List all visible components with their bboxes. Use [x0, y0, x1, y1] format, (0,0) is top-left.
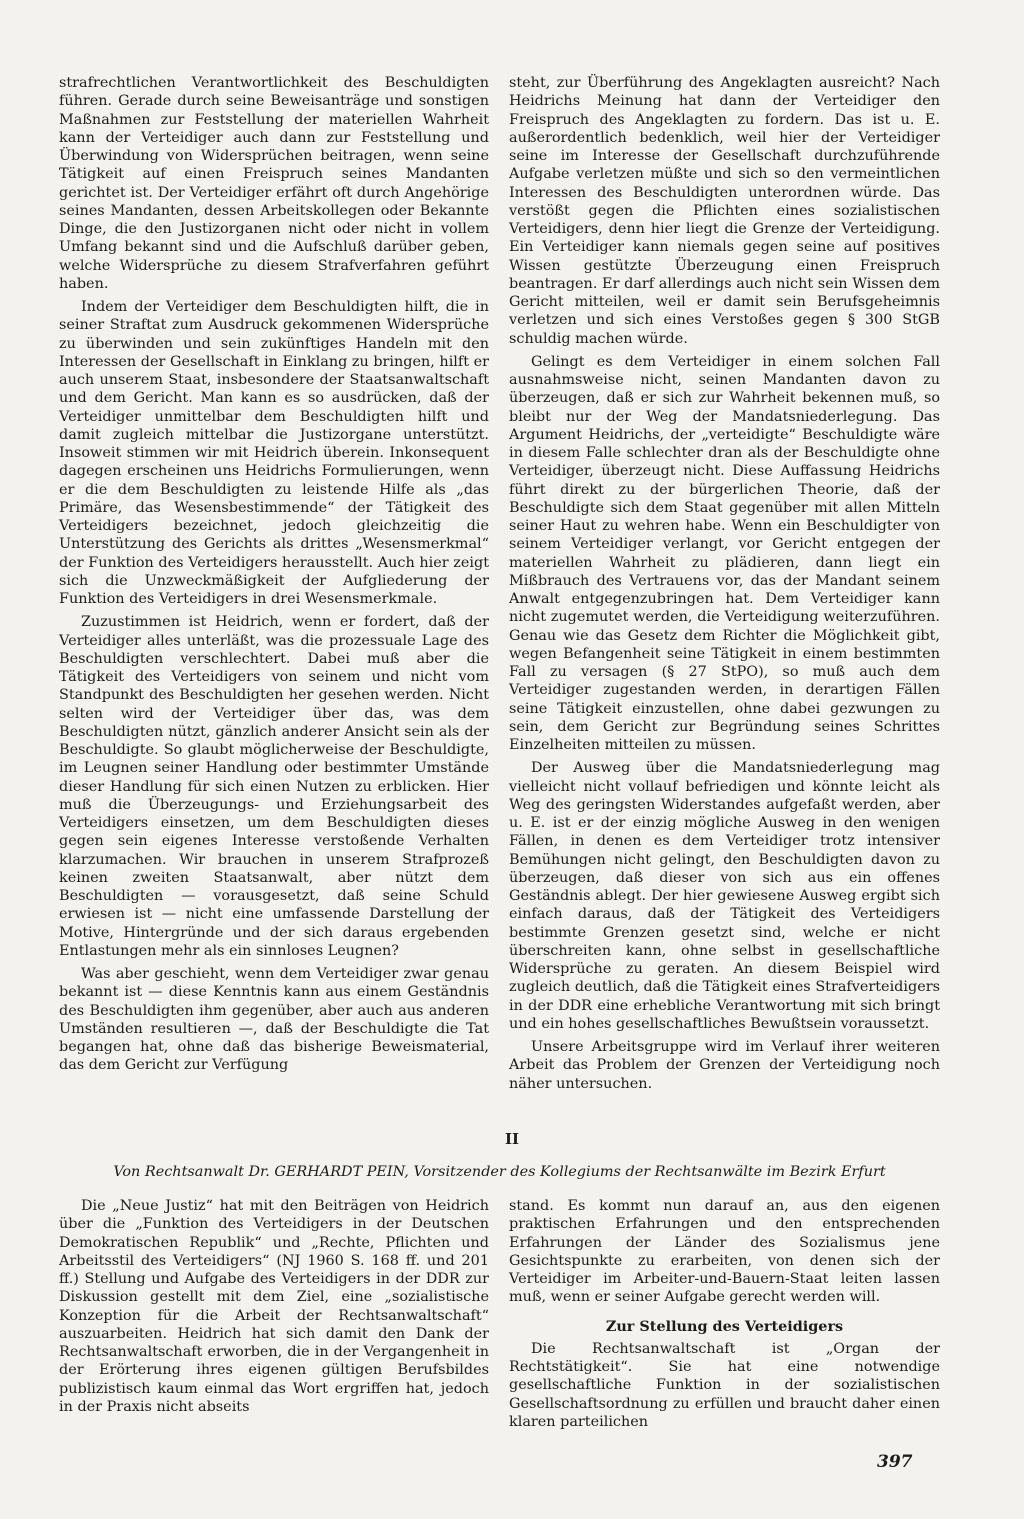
paragraph: Gelingt es dem Verteidiger in einem solchen Fall ausnahmsweise nicht, seinen Mandanten davon zu überzeugen, daß er sich zur Wahrheit bekennen muß, so bleibt nur der Weg der Mandatsniederlegung. Das Argument Heidrichs, der „verteidigte“ Beschuldigte wäre in diesem Falle schlechter dran als der Beschuldigte ohne Verteidiger, überzeugt nicht. Diese Auffassung Heidrichs führt direkt zu der bürgerlichen Theorie, daß der Beschuldigte sich dem Staat gegenüber mit allen Mitteln seiner Haut zu wehren habe. Wenn ein Beschuldigter von seinem Verteidiger verlangt, vor Gericht entgegen der materiellen Wahrheit zu plädieren, dann liegt ein Mißbrauch des Vertrauens vor, das der Mandant seinem Anwalt entgegenzubringen hat. Dem Verteidiger kann nicht zugemutet werden, die Verteidigung weiterzuführen. Genau wie das Gesetz dem Richter die Möglichkeit gibt, wegen Befangenheit seine Tätigkeit in einem bestimmten Fall zu versagen (§ 27 StPO), so muß auch dem Verteidiger zugestanden werden, in derartigen Fällen seine Tätigkeit einzustellen, ohne dabei gezwungen zu sein, dem Gericht zur Begründung seines Schrittes Einzelheiten mitteilen zu müssen. [509, 353, 940, 753]
paragraph: strafrechtlichen Verantwortlichkeit des Beschuldigten führen. Gerade durch seine Beweisanträge und sonstigen Maßnahmen zur Feststellung der materiellen Wahrheit kann der Verteidiger auch dann zur Feststellung und Überwindung von Widersprüchen beitragen, wenn seine Tätigkeit auf einen Freispruch seines Mandanten gerichtet ist. Der Verteidiger erfährt oft durch Angehörige seines Mandanten, dessen Arbeitskollegen oder Bekannte Dinge, die den Justizorganen nicht oder nicht in vollem Umfang bekannt sind und die Aufschluß darüber geben, welche Widersprüche zu diesem Strafverfahren geführt haben. [59, 75, 489, 292]
paragraph: Indem der Verteidiger dem Beschuldigten hilft, die in seiner Straftat zum Ausdruck gekommenen Widersprüche zu überwinden und sein zukünftiges Handeln mit den Interessen der Gesellschaft in Einklang zu bringen, hilft er auch unserem Staat, insbesondere der Staatsanwaltschaft und dem Gericht. Man kann es so ausdrücken, daß der Verteidiger unmittelbar dem Beschuldigten hilft und damit zugleich mittelbar die Justizorgane unterstützt. Insoweit stimmen wir mit Heidrich überein. Inkonsequent dagegen erscheinen uns Heidrichs Formulierungen, wenn er die dem Beschuldigten zu leistende Hilfe als „das Primäre, das Wesensbestimmende“ der Tätigkeit des Verteidigers bezeichnet, jedoch gleichzeitig die Unterstützung des Gerichts als drittes „Wesensmerkmal“ der Funktion des Verteidigers herausstellt. Auch hier zeigt sich die Unzweckmäßigkeit der Aufgliederung der Funktion des Verteidigers in drei Wesensmerkmale. [59, 299, 489, 607]
paragraph: Der Ausweg über die Mandatsniederlegung mag vielleicht nicht vollauf befriedigen und könnte leicht als Weg des geringsten Widerstandes aufgefaßt werden, aber u. E. ist er der einzig mögliche Ausweg in den wenigen Fällen, in denen es dem Verteidiger trotz intensiver Bemühungen nicht gelingt, den Beschuldigten davon zu überzeugen, daß dieser von sich aus ein offenes Geständnis ablegt. Der hier gewiesene Ausweg ergibt sich einfach daraus, daß der Tätigkeit des Verteidigers bestimmte Grenzen gesetzt sind, welche er nicht überschreiten kann, ohne selbst in gesellschaftliche Widersprüche zu geraten. An diesem Beispiel wird zugleich deutlich, daß die Tätigkeit eines Strafverteidigers in der DDR eine erhebliche Verantwortung mit sich bringt und ein hohes gesellschaftliches Bewußtsein voraussetzt. [509, 760, 940, 1032]
paragraph: stand. Es kommt nun darauf an, aus den eigenen praktischen Erfahrungen und den entsprechenden Erfahrungen der Länder des Sozialismus jene Gesichtspunkte zu erarbeiten, von denen sich der Verteidiger im Arbeiter-und-Bauern-Staat leiten lassen muß, wenn er seiner Aufgabe gerecht werden will. [509, 1198, 940, 1306]
subheading: Zur Stellung des Verteidigers [605, 1317, 844, 1335]
paragraph: Die Rechtsanwaltschaft ist „Organ der Rechtstätigkeit“. Sie hat eine notwendige gesellschaftliche Funktion in der sozialistischen Gesellschaftsordnung zu erfüllen und braucht daher einen klaren parteilichen [509, 1340, 940, 1430]
column-bottom-right [509, 1197, 940, 1436]
column-top-left [59, 74, 489, 1080]
paragraph: Die „Neue Justiz“ hat mit den Beiträgen von Heidrich über die „Funktion des Verteidigers in der Deutschen Demokratischen Republik“ und „Rechte, Pflichten und Arbeitsstil des Verteidigers“ (NJ 1960 S. 168 ff. und 201 ff.) Stellung und Aufgabe des Verteidigers in der DDR zur Diskussion gestellt mit dem Ziel, eine „sozialistische Konzeption für die Arbeit der Rechtsanwaltschaft“ auszuarbeiten. Heidrich hat sich damit den Dank der Rechtsanwaltschaft erworben, die in der Vergangenheit in der Erörterung ihres eigenen gültigen Berufsbildes publizistisch kaum einmal das Wort ergriffen hat, jedoch in der Praxis nicht abseits [59, 1198, 489, 1415]
paragraph: Zuzustimmen ist Heidrich, wenn er fordert, daß der Verteidiger alles unterläßt, was die prozessuale Lage des Beschuldigten verschlechtert. Dabei muß aber die Tätigkeit des Verteidigers von seinem und nicht vom Standpunkt des Beschuldigten her gesehen werden. Nicht selten wird der Verteidiger über das, was dem Beschuldigten nützt, gänzlich anderer Ansicht sein als der Beschuldigte. So glaubt möglicherweise der Beschuldigte, im Leugnen seiner Handlung oder bestimmter Umstände dieser Handlung für sich einen Nutzen zu erblicken. Hier muß die Überzeugungs- und Erziehungsarbeit des Verteidigers einsetzen, um dem Beschuldigten dieses gegen sein eigenes Interesse verstoßende Verhalten klarzumachen. Wir brauchen in unserem Strafprozeß keinen zweiten Staatsanwalt, aber nützt dem Beschuldigten — vorausgesetzt, daß seine Schuld erwiesen ist — nicht eine umfassende Darstellung der Motive, Hintergründe und der sich daraus ergebenden Entlastungen mehr als ein sinnloses Leugnen? [59, 614, 489, 959]
author-line: Von Rechtsanwalt Dr. GERHARDT PEIN, Vorsitzender des Kollegiums der Rechtsanwälte im Bezirk Erfurt [113, 1164, 886, 1180]
column-bottom-left [59, 1197, 489, 1421]
paragraph: Unsere Arbeitsgruppe wird im Verlauf ihrer weiteren Arbeit das Problem der Grenzen der Verteidigung noch näher untersuchen. [509, 1039, 940, 1092]
paragraph: Was aber geschieht, wenn dem Verteidiger zwar genau bekannt ist — diese Kenntnis kann aus einem Geständnis des Beschuldigten ihm gegenüber, aber auch aus anderen Umständen resultieren —, daß der Beschuldigte die Tat begangen hat, ohne daß das bisherige Beweismaterial, das dem Gericht zur Verfügung [59, 966, 489, 1074]
page-number: 397 [877, 1452, 913, 1472]
column-top-right [509, 74, 940, 1098]
paragraph: steht, zur Überführung des Angeklagten ausreicht? Nach Heidrichs Meinung hat dann der Verteidiger den Freispruch des Angeklagten zu fordern. Das ist u. E. außerordentlich bedenklich, weil hier der Verteidiger seine im Interesse der Gesellschaft durchzuführende Aufgabe verletzen müßte und sich so den vermeintlichen Interessen des Beschuldigten unterordnen würde. Das verstößt gegen die Pflichten eines sozialistischen Verteidigers, denn hier liegt die Grenze der Verteidigung. Ein Verteidiger kann niemals gegen seine auf positives Wissen gestützte Überzeugung einen Freispruch beantragen. Er darf allerdings auch nicht sein Wissen dem Gericht mitteilen, weil er damit sein Berufsgeheimnis verletzen und sich eines Verstoßes gegen § 300 StGB schuldig machen würde. [509, 75, 940, 347]
section-numeral: II [504, 1130, 520, 1148]
